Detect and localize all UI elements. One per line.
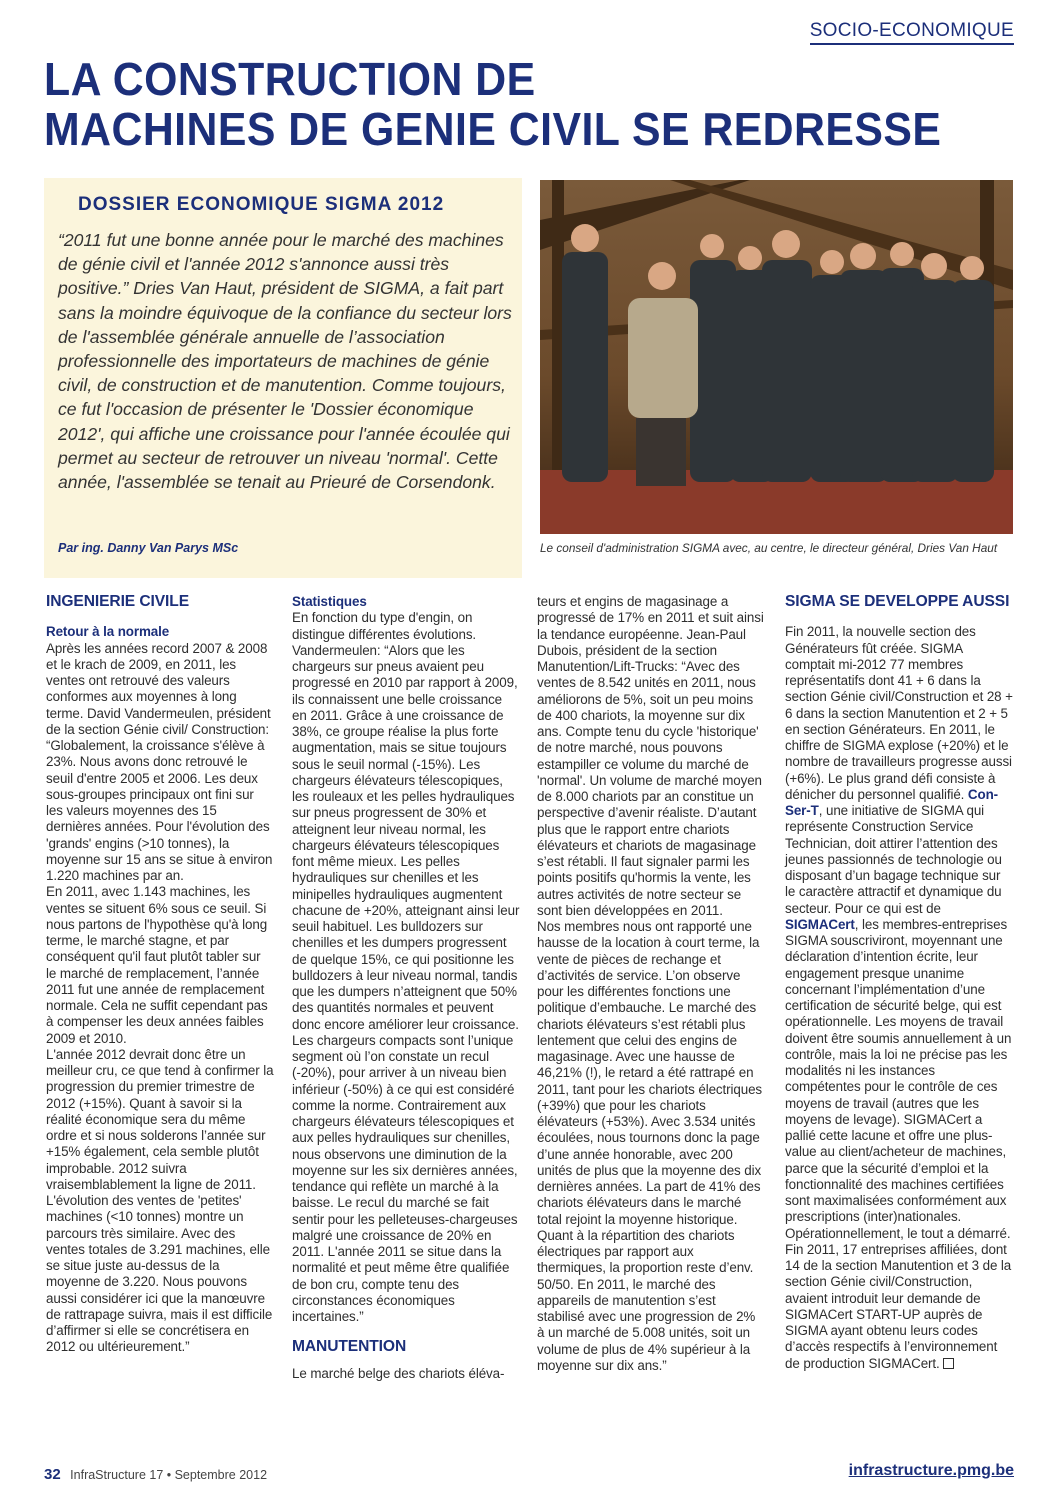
page-title — [44, 54, 955, 154]
column-4 — [785, 594, 1013, 1372]
col1-paragraph-2: En 2011, avec 1.143 machines, les ventes se situent 6% sous ce seuil. Si nous partons de l'hypothèse qu'à long terme, le marché stagne, et par conséquent qu'il faut plutôt tabler sur le marché de remplacement, l’année 2011 fut une année de remplacement normale. Cela ne suffit cependant pas à compenser les deux années faibles 2009 et 2010. — [46, 884, 268, 1046]
col3-paragraph-1: teurs et engins de magasinage a progressé de 17% en 2011 et suit ainsi la tendance européenne. Jean-Paul Dubois, président de la section Manutention/Lift-Trucks: “Avec des ventes de 8.542 unités en 2011, nous améliorons de 5%, soit un peu moins de 400 chariots, la moyenne sur dix ans. Compte tenu du cycle 'historique' de notre marché, nous pouvons estampiller ce volume du marché de 'normal'. Un volume de marché moyen de 8.000 chariots par an constitue un perspective d’avenir réaliste. D’autant plus que le rapport entre chariots élévateurs et chariots de magasinage s’est rétabli. Il faut signaler parmi les points positifs qu'hormis la vente, les autres activités de notre secteur se sont bien développées en 2011. — [537, 594, 764, 918]
photo-caption: Le conseil d'administration SIGMA avec, au centre, le directeur général, Dries Van Haut — [540, 541, 998, 555]
col1-paragraph-4: L'évolution des ventes de 'petites' machines (<10 tonnes) montre un parcours très similaire. Avec des ventes totales de 3.291 machines, elle se situe juste au-dessus de la moyenne de 3.220. Nous pouvons aussi considérer ici que la manœuvre de rattrapage suivra, mais il est difficile d’affirmer si elle se concrétisera en 2012 ou ultérieurement.” — [46, 1193, 273, 1355]
col4-paragraph — [785, 624, 1013, 1372]
group-photo-illustration — [540, 180, 1013, 534]
col2-paragraph-2: Les chargeurs compacts sont l’unique segment où l’on constate un recul (-20%), pour arriver à un niveau bien inférieur (-50%) à ce qui est considéré comme la norme. Contrairement aux chargeurs élévateurs télescopiques et aux pelles hydrauliques sur chenilles, nous observons une diminution de la moyenne sur les six dernières années, tendance qui reflète un marché à la baisse. Le recul du marché se fait sentir pour les pelleteuses-chargeuses malgré une croissance de 20% en 2011. L'année 2011 se situe dans la normalité et peut même être qualifiée de bon cru, compte tenu des circonstances économiques incertaines.” — [292, 1032, 518, 1324]
title-line-2: MACHINES DE GENIE CIVIL SE REDRESSE — [44, 103, 942, 155]
con-ser-t-label: Con-Ser-T — [785, 786, 999, 818]
heading-sigma-developpe: SIGMA SE DEVELOPPE AUSSI — [785, 593, 1010, 610]
intro-text: “2011 fut une bonne année pour le marché des machines de génie civil et l'année 2012 s'annonce aussi très positive.” Dries Van Haut, président de SIGMA, a fait part sans la moindre équivoque de la confiance du secteur lors de l'assemblée générale annuelle de l’association professionnelle des importateurs de machines de génie civil, de construction et de manutention. Comme toujours, ce fut l'occasion de présenter le 'Dossier économique 2012', qui affiche une croissance pour l'année écoulée qui permet au secteur de retrouver un niveau 'normal'. Cette année, l'assemblée se tenait au Prieuré de Corsendonk. — [58, 230, 512, 493]
group-photo — [540, 180, 1013, 534]
subheading-retour: Retour à la normale — [46, 624, 170, 640]
col4-text-2: , une initiative de SIGMA qui représente Construction Service Technician, doit attirer l’attention des jeunes passionnés de technologie ou disposant d’un bagage technique sur le caractère attractif et dynamique du secteur. Pour ce qui est de — [785, 803, 1002, 916]
heading-ingenierie-civile: INGENIERIE CIVILE — [46, 593, 189, 610]
col4-text-1: Fin 2011, la nouvelle section des Générateurs fût créée. SIGMA comptait mi-2012 77 membres représentatifs dont 41 + 6 dans la section Génie civil/Construction et 28 + 6 dans la section Manutention et 2 + 5 en section Générateurs. En 2011, le chiffre de SIGMA explose (+20%) et le nombre de travailleurs progresse aussi (+6%). Le plus grand défi consiste à dénicher du personnel qualifié. — [785, 624, 1013, 802]
col3-paragraph-2: Nos membres nous ont rapporté une hausse de la location à court terme, la vente de pièces de rechange et d’activités de service. L’on observe pour les différentes fonctions une politique d’embauche. Le marché des chariots élévateurs s’est rétabli plus lentement que celui des engins de magasinage. Avec une hausse de 46,21% (!), le retard a été rattrapé en 2011, tant pour les chariots électriques (+39%) que pour les chariots élévateurs (+53%). Avec 3.534 unités écoulées, nous tournons donc la page d’une année honorable, avec 200 unités de plus que la moyenne des dix dernières années. La part de 41% des chariots élévateurs dans le marché total rejoint la moyenne historique. Quant à la répartition des chariots électriques par rapport aux thermiques, la proportion reste d’env. 50/50. En 2011, le marché des appareils de manutention s’est stabilisé avec une progression de 2% à un marché de 5.008 unités, soit un volume de plus de 4% supérieur à la moyenne sur dix ans.” — [537, 919, 763, 1373]
footer-left — [44, 1466, 267, 1483]
intro-author: Par ing. Danny Van Parys MSc — [58, 541, 239, 555]
page-number: 32 — [44, 1466, 61, 1483]
column-3 — [537, 594, 765, 1374]
issue-info: InfraStructure 17 • Septembre 2012 — [70, 1468, 268, 1482]
subheading-statistiques: Statistiques — [292, 594, 367, 609]
col1-paragraph-1: Après les années record 2007 & 2008 et le krach de 2009, en 2011, les ventes ont retrouvé des valeurs conformes aux moyennes à long terme. David Vandermeulen, président de la section Génie civil/ Construction: “Globalement, la croissance s'élève à 23%. Nous avons donc retrouvé le seuil d'entre 2005 et 2006. Les deux sous-groupes principaux ont fini sur les valeurs moyennes des 15 dernières années. Pour l'évolution des 'grands' engins (>10 tonnes), la moyenne sur 15 ans se situe à environ 1.220 machines par an. — [46, 640, 273, 883]
intro-title: DOSSIER ECONOMIQUE SIGMA 2012 — [78, 194, 445, 215]
sigmacert-label: SIGMACert — [785, 916, 855, 932]
column-2 — [292, 594, 520, 1382]
intro-box — [44, 178, 522, 578]
heading-manutention: MANUTENTION — [292, 1338, 407, 1356]
col1-paragraph-3: L'année 2012 devrait donc être un meilleur cru, ce que tend à confirmer la progression du premier trimestre de 2012 (+15%). Quant à savoir si la réalité économique sera du même ordre et si nous solderons l’année sur +15% également, cela semble plutôt improbable. 2012 suivra vraisemblablement la ligne de 2011. — [46, 1046, 274, 1192]
col2-paragraph-3: Le marché belge des chariots éléva- — [292, 1365, 505, 1381]
end-mark-icon — [943, 1358, 954, 1369]
col2-paragraph-1: En fonction du type d'engin, on distingue différentes évolutions. Vandermeulen: “Alors que les chargeurs sur pneus avaient peu progressé en 2010 par rapport à 2009, ils connaissent une belle croissance en 2011. Grâce à une croissance de 38%, ce groupe réalise la plus forte augmentation, mais se situe toujours sous le seuil normal (-15%). Les chargeurs élévateurs télescopiques, les rouleaux et les pelles hydrauliques sur pneus progressent de 30% et atteignent leur niveau normal, les chargeurs élévateurs télescopiques font même mieux. Les pelles hydrauliques sur chenilles et les minipelles hydrauliques augmentent chacune de +20%, atteignant ainsi leur seuil habituel. Les bulldozers sur chenilles et les dumpers progressent de quelque 15%, ce qui positionne les bulldozers à leur niveau normal, tandis que les dumpers n’atteignent que 50% des quantités normales et peuvent donc encore améliorer leur croissance. — [292, 610, 520, 1032]
column-1 — [46, 594, 274, 1356]
section-tag: SOCIO-ECONOMIQUE — [810, 20, 1014, 45]
col4-text-3: , les membres-entreprises SIGMA souscriviront, moyennant une déclaration d’intention écrite, leur engagement presque unanime concernant l’implémentation d’une certification de sécurité belge, qui est opérationnelle. Les moyens de travail doivent être soumis annuellement à un contrôle, mais la loi ne précise pas les modalités ni les instances compétentes pour le contrôle de ces moyens de travail (autres que les moyens de levage). SIGMACert a pallié cette lacune et offre une plus-value au client/acheteur de machines, parce que la sécurité d’emploi et la fonctionnalité des machines certifiées sont maximalisées conformément aux prescriptions (inter)nationales. Opérationnellement, le tout a démarré. Fin 2011, 17 entreprises affiliées, dont 14 de la section Manutention et 3 de la section Génie civil/Construction, avaient introduit leur demande de SIGMACert START-UP auprès de SIGMA ayant obtenu leurs codes d’accès respectifs à l’environnement de production SIGMACert. — [785, 916, 1012, 1371]
website-link[interactable]: infrastructure.pmg.be — [848, 1462, 1014, 1479]
title-line-1: LA CONSTRUCTION DE — [44, 53, 536, 105]
